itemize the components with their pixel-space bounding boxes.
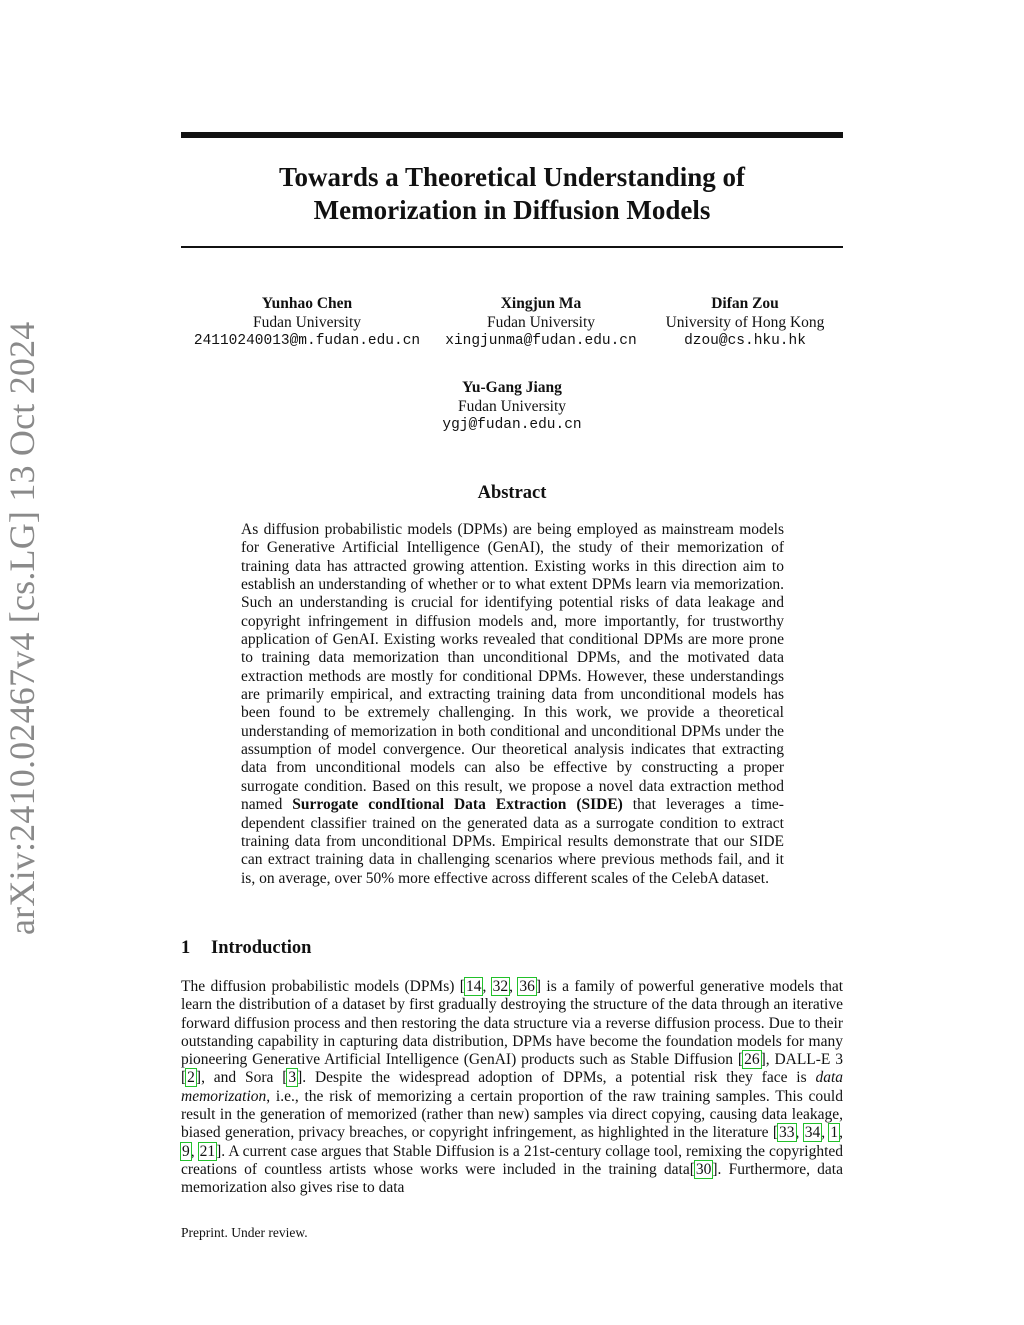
abstract-heading: Abstract — [477, 483, 547, 503]
citation-separator: , — [482, 978, 492, 995]
abstract-text-part: that leverages a time-dependent classifier trained on the generated data as a surrogate condition to extract training data from unconditional DPMs. Empirical results demonstrate that our SIDE can extract training data in challenging scenarios where previous methods fail, and it is, on average, over 50% more effective across different scales of the CelebA dataset. — [241, 796, 784, 887]
citation-link[interactable]: 34 — [804, 1124, 821, 1142]
author-name: Yu-Gang Jiang — [462, 379, 562, 396]
intro-text: The diffusion probabilistic models (DPMs) [ — [181, 978, 465, 995]
citation-link[interactable]: 9 — [182, 1142, 190, 1160]
citation-separator: , — [839, 1124, 844, 1142]
author-block — [187, 295, 427, 351]
author-email[interactable]: xingjunma@fudan.edu.cn — [445, 333, 637, 349]
author-name: Yunhao Chen — [261, 295, 353, 312]
abstract-text — [241, 521, 784, 888]
section-heading-introduction — [181, 937, 311, 959]
author-email[interactable]: 24110240013@m.fudan.edu.cn — [193, 333, 421, 349]
author-block — [431, 295, 651, 351]
author-name: Difan Zou — [711, 295, 779, 312]
citation-link[interactable]: 26 — [744, 1051, 760, 1069]
author-email[interactable]: dzou@cs.hku.hk — [684, 333, 806, 349]
citation-link[interactable]: 2 — [187, 1069, 195, 1087]
intro-text: ]. A current case argues that Stable Diffusion is a 21st-century collage tool, remixing the copyrighted creations of countless artists whose works were included in the training data[ — [181, 1142, 844, 1178]
citation-separator: , — [795, 1124, 804, 1142]
emphasized-term: data memorization — [181, 1069, 843, 1105]
paper-title-line-1: Towards a Theoretical Understanding of — [278, 162, 746, 192]
citation-link[interactable]: 14 — [465, 978, 482, 995]
intro-text: ]. Furthermore, data memorization also gives rise to data — [181, 1160, 843, 1197]
title-bottom-rule — [181, 246, 843, 248]
author-affiliation: Fudan University — [486, 313, 596, 331]
arxiv-identifier-stamp: arXiv:2410.02467v4 [cs.LG] 13 Oct 2024 — [2, 321, 42, 935]
citation-link[interactable]: 32 — [492, 978, 509, 995]
section-title: Introduction — [211, 938, 312, 958]
author-affiliation: Fudan University — [457, 397, 567, 415]
citation-link[interactable]: 21 — [199, 1142, 216, 1160]
citation-link[interactable]: 36 — [519, 978, 535, 995]
section-number: 1 — [181, 938, 191, 958]
author-block — [412, 379, 612, 435]
author-name: Xingjun Ma — [500, 295, 582, 312]
paper-title-line-2: Memorization in Diffusion Models — [313, 195, 711, 225]
intro-text: ] is a family of powerful generative models that learn the distribution of a dataset by first gradually destroying the structure of the data through an iterative forward diffusion process and then restoring the data structure via a reverse diffusion process. Due to their outstanding capability in capturing data distribution, DPMs have become the foundation models for many pioneering Generative Artificial Intelligence (GenAI) products such as Stable Diffusion [ — [181, 978, 844, 1069]
author-block — [652, 295, 838, 351]
citation-link[interactable]: 3 — [288, 1069, 297, 1087]
paper-title — [181, 161, 843, 227]
citation-link[interactable]: 30 — [695, 1160, 712, 1178]
abstract-text-part: As diffusion probabilistic models (DPMs) are being employed as mainstream models for Generative Artificial Intelligence (GenAI), the study of their memorization of training data has attracted growing attention. Existing works in this direction aim to establish an understanding of whether or to what extent DPMs learn via memorization. Such an understanding is crucial for identifying potential risks of data leakage and copyright infringement in diffusion models and, more importantly, for trustworthy application of GenAI. Existing works revealed that conditional DPMs are more prone to training data memorization than unconditional DPMs, and the motivated data extraction methods are mostly for conditional DPMs. However, these understandings are primarily empirical, and extracting training data from unconditional models has been found to be extremely challenging. In this work, we provide a theoretical understanding of memorization in both conditional and unconditional DPMs under the assumption of model convergence. Our theoretical analysis indicates that extracting data from unconditional models can also be effective by constructing a proper surrogate condition. Based on this result, we propose a novel data extraction method named — [241, 521, 784, 814]
intro-text: , i.e., the risk of memorizing a certain proportion of the raw training samples. This could result in the generation of memorized (rather than new) samples via direct copying, causing data leakage, biased generation, privacy breaches, or copyright infringement, as highlighted in the literature [ — [181, 1087, 843, 1142]
intro-text: ], DALL-E 3 [ — [181, 1051, 843, 1087]
author-affiliation: University of Hong Kong — [665, 313, 825, 331]
citation-link[interactable]: 1 — [830, 1124, 839, 1142]
citation-separator: , — [190, 1142, 199, 1160]
citation-link[interactable]: 33 — [779, 1124, 795, 1142]
citation-separator: , — [821, 1124, 830, 1142]
citation-separator: , — [509, 978, 519, 995]
author-email[interactable]: ygj@fudan.edu.cn — [442, 417, 582, 433]
intro-text: ]. Despite the widespread adoption of DPMs, a potential risk they face is — [297, 1069, 816, 1087]
title-top-rule — [181, 132, 843, 138]
intro-text: ], and Sora [ — [195, 1069, 288, 1087]
introduction-paragraph — [181, 978, 843, 1198]
preprint-footer: Preprint. Under review. — [181, 1225, 308, 1240]
method-name: Surrogate condItional Data Extraction (SIDE) — [292, 796, 623, 814]
author-affiliation: Fudan University — [252, 313, 362, 331]
